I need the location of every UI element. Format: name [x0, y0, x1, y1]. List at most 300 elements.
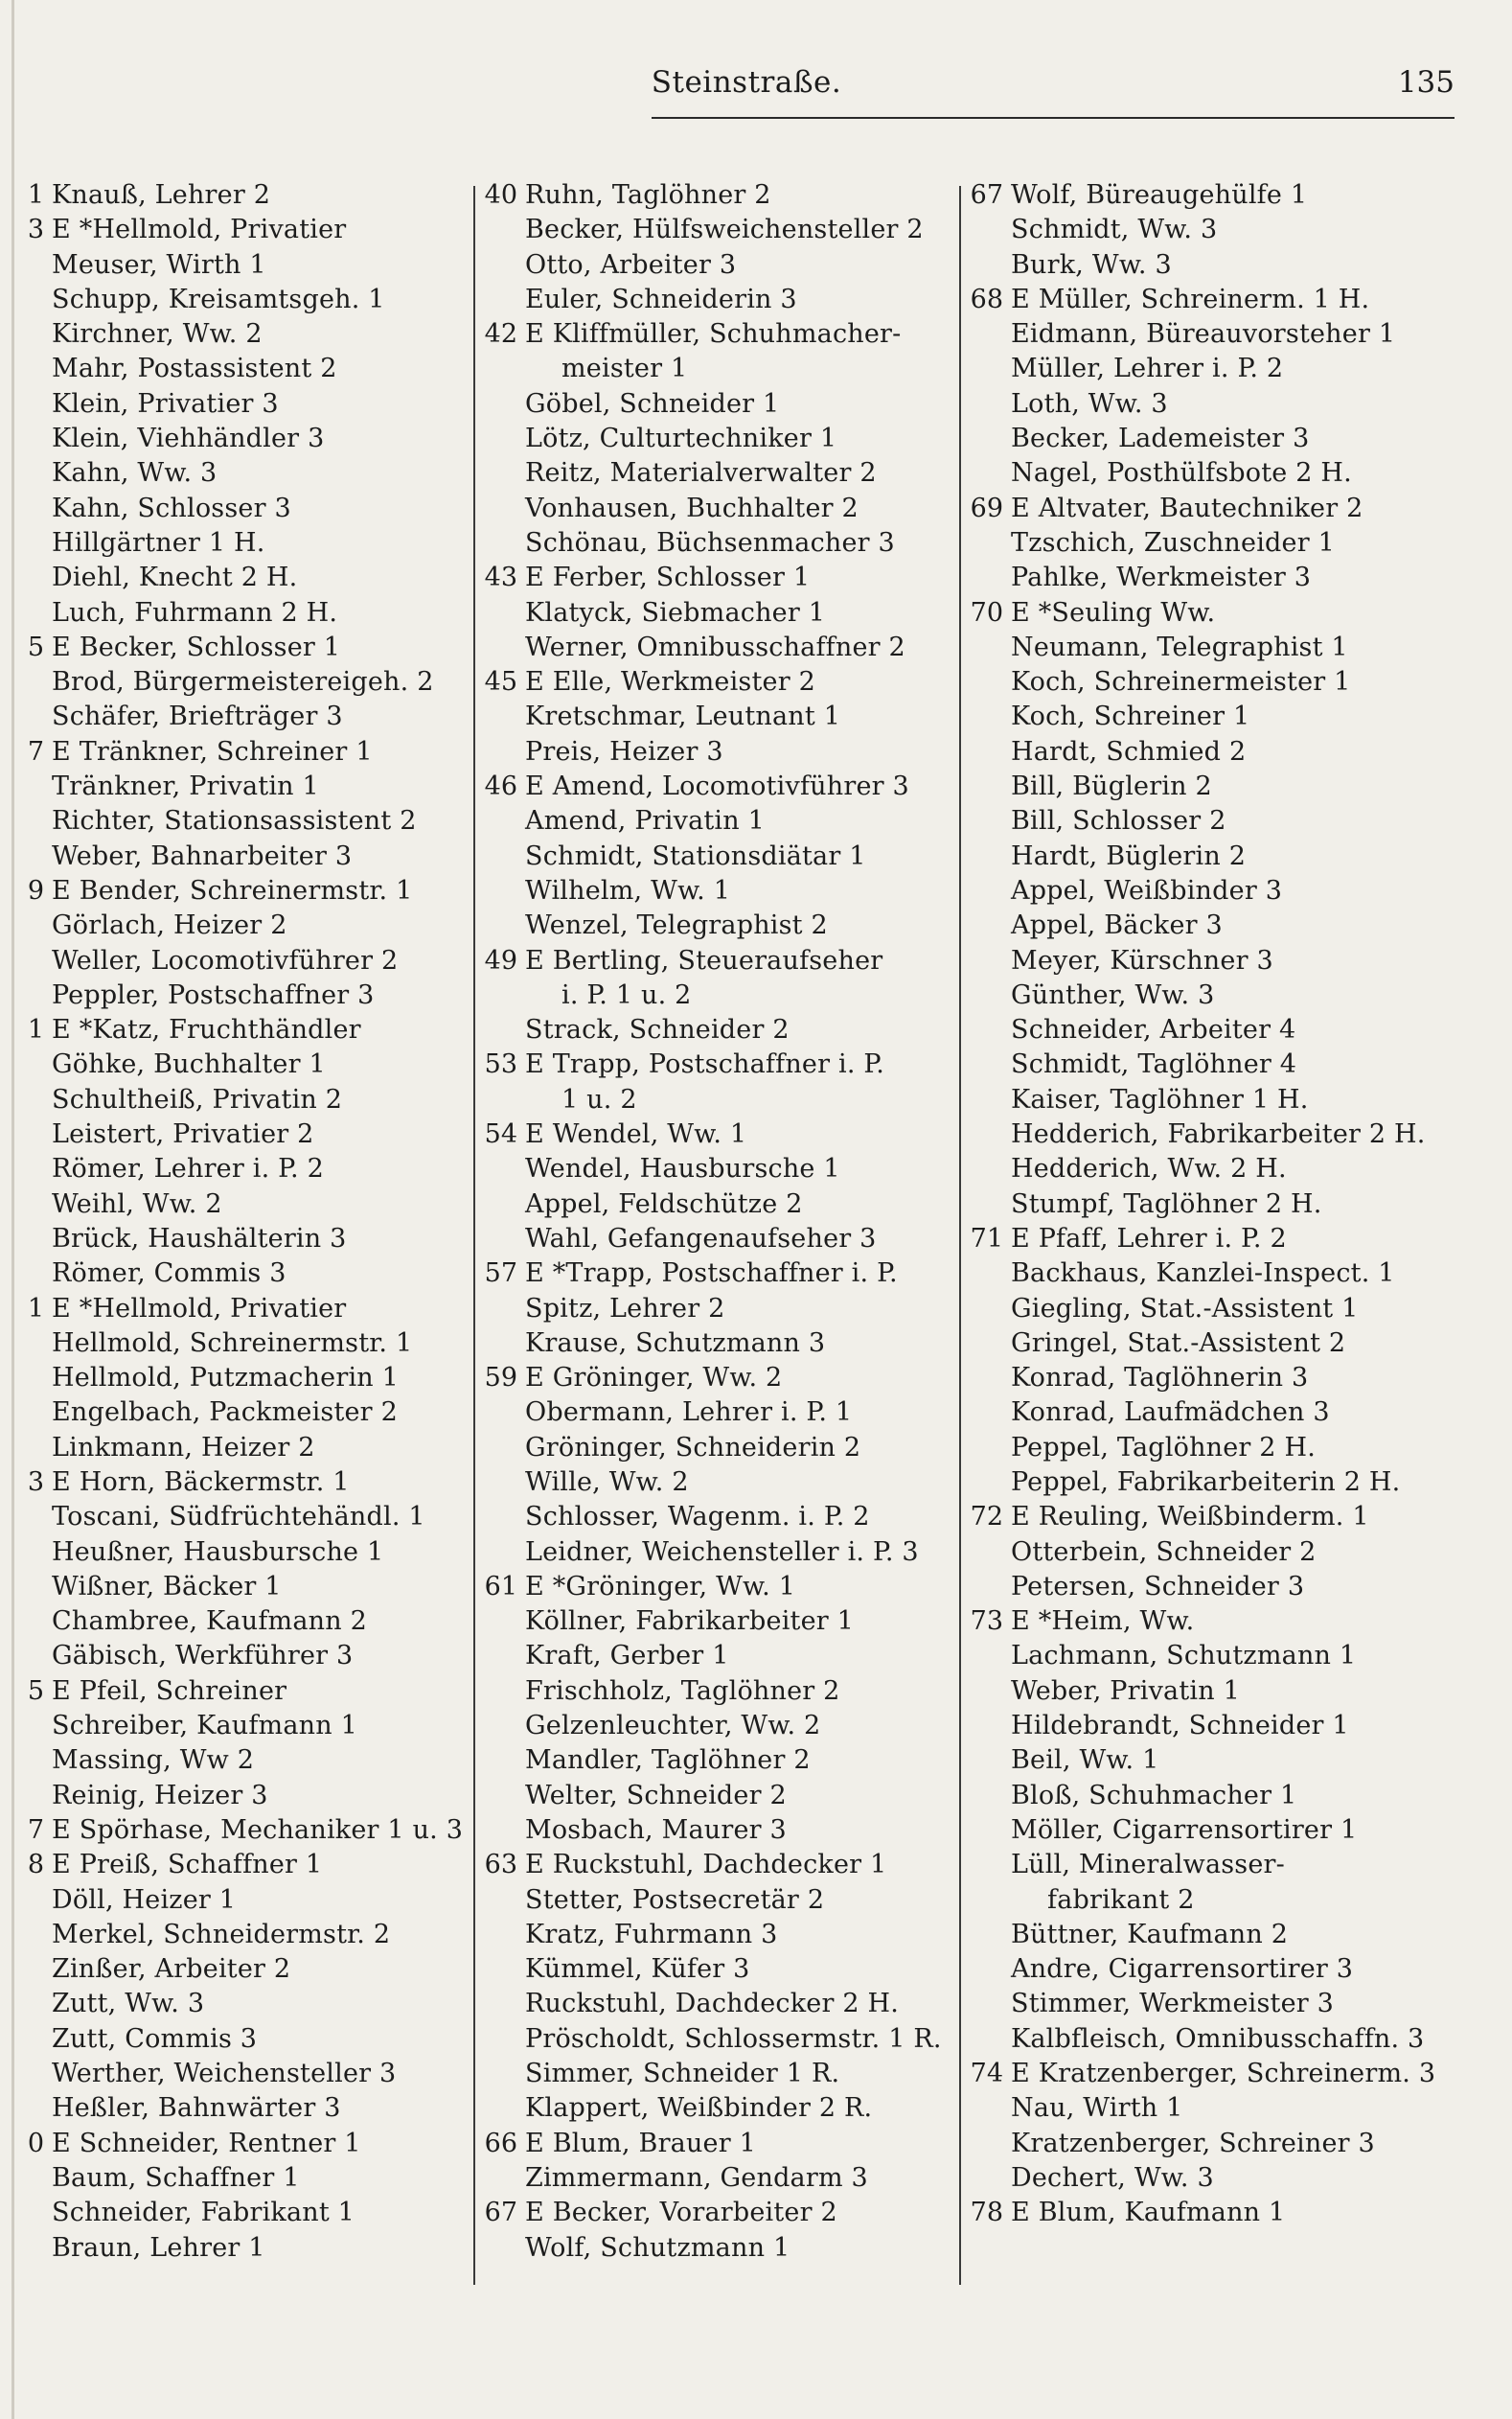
directory-entry [965, 1500, 1482, 1534]
resident-text: Meyer, Kürschner 3 [1011, 945, 1273, 976]
resident-text: Ruhn, Taglöhner 2 [525, 180, 771, 210]
directory-entry [13, 352, 468, 386]
resident-text: E Wendel, Ww. 1 [525, 1119, 747, 1150]
directory-entry [479, 1256, 949, 1291]
resident-text: Göbel, Schneider 1 [525, 388, 780, 419]
resident-text: Lüll, Mineralwasser- [1011, 1850, 1285, 1880]
resident-text: E *Katz, Fruchthändler [52, 1015, 361, 1046]
resident-text: E Preiß, Schaffner 1 [52, 1850, 323, 1880]
directory-entry [965, 2091, 1482, 2126]
directory-entry [965, 1535, 1482, 1570]
resident-text: Römer, Lehrer i. P. 2 [52, 1154, 324, 1185]
directory-entry [965, 352, 1482, 386]
resident-text: E Amend, Locomotivführer 3 [525, 772, 909, 802]
directory-entry [13, 1883, 468, 1918]
resident-text: Tränkner, Privatin 1 [52, 772, 319, 802]
directory-entry [479, 1848, 949, 1882]
directory-entry [479, 1048, 949, 1082]
resident-text: Weber, Privatin 1 [1011, 1675, 1240, 1706]
directory-entry [479, 2127, 949, 2161]
resident-text: E Trapp, Postschaffner i. P. [525, 1049, 885, 1080]
resident-text: E Elle, Werkmeister 2 [525, 667, 815, 698]
resident-text: Nau, Wirth 1 [1011, 2093, 1183, 2124]
resident-text: Linkmann, Heizer 2 [52, 1432, 315, 1463]
directory-entry [13, 1431, 468, 1465]
directory-entry [479, 1779, 949, 1813]
directory-entry [965, 1918, 1482, 1952]
resident-text: Schmidt, Stationsdiätar 1 [525, 841, 866, 871]
resident-text: E *Heim, Ww. [1011, 1606, 1195, 1637]
directory-entry [479, 248, 949, 283]
resident-text: Hedderich, Fabrikarbeiter 2 H. [1011, 1119, 1426, 1150]
directory-column-2 [479, 178, 949, 2266]
directory-entry [965, 944, 1482, 979]
directory-entry [479, 1813, 949, 1848]
directory-entry [479, 283, 949, 317]
directory-entry [13, 456, 468, 491]
resident-text: Wendel, Hausbursche 1 [525, 1154, 840, 1185]
directory-entry [479, 665, 949, 700]
resident-text: Appel, Bäcker 3 [1011, 910, 1223, 941]
resident-text: Otto, Arbeiter 3 [525, 249, 737, 280]
running-title: Steinstraße. [651, 65, 842, 100]
resident-text: Kratzenberger, Schreiner 3 [1011, 2128, 1375, 2158]
resident-text: Zimmermann, Gendarm 3 [525, 2162, 868, 2193]
resident-text: Preis, Heizer 3 [525, 736, 723, 767]
resident-text: Hedderich, Ww. 2 H. [1011, 1154, 1287, 1185]
resident-text: i. P. 1 u. 2 [561, 979, 692, 1010]
resident-text: Neumann, Telegraphist 1 [1011, 632, 1348, 662]
directory-entry [13, 248, 468, 283]
house-number: 5 [27, 632, 44, 662]
resident-text: E Tränkner, Schreiner 1 [52, 736, 373, 767]
resident-text: E Kliffmüller, Schuhmacher- [525, 319, 902, 350]
house-number: 66 [484, 2128, 517, 2158]
directory-entry [479, 492, 949, 526]
directory-entry [13, 979, 468, 1013]
directory-entry [13, 1013, 468, 1048]
directory-entry [13, 1813, 468, 1848]
directory-entry [13, 2161, 468, 2196]
directory-entry [479, 1883, 949, 1918]
directory-entry [965, 178, 1482, 213]
directory-entry [479, 422, 949, 456]
directory-entry [965, 1813, 1482, 1848]
directory-entry [13, 770, 468, 804]
resident-text: Hardt, Schmied 2 [1011, 736, 1247, 767]
resident-text: Euler, Schneiderin 3 [525, 284, 797, 314]
directory-entry [965, 770, 1482, 804]
resident-text: E Altvater, Bautechniker 2 [1011, 493, 1363, 523]
directory-entry [965, 317, 1482, 352]
directory-entry [965, 1709, 1482, 1743]
house-number: 67 [484, 2198, 517, 2228]
resident-text: Engelbach, Packmeister 2 [52, 1397, 398, 1428]
resident-text: Koch, Schreinermeister 1 [1011, 667, 1351, 698]
directory-entry [479, 2057, 949, 2091]
directory-entry [965, 1465, 1482, 1500]
resident-text: Döll, Heizer 1 [52, 1884, 237, 1915]
resident-text: Chambree, Kaufmann 2 [52, 1606, 367, 1637]
house-number: 74 [970, 2059, 1003, 2089]
directory-entry [479, 596, 949, 631]
directory-entry [965, 1326, 1482, 1361]
resident-text: Köllner, Fabrikarbeiter 1 [525, 1606, 855, 1637]
directory-entry [965, 909, 1482, 943]
directory-entry [13, 1361, 468, 1395]
directory-entry [13, 700, 468, 734]
resident-text: Brod, Bürgermeistereigeh. 2 [52, 667, 434, 698]
directory-entry [13, 1848, 468, 1882]
house-number: 9 [27, 875, 44, 906]
directory-entry [965, 1083, 1482, 1117]
directory-entry [13, 492, 468, 526]
directory-entry [479, 770, 949, 804]
resident-text: Obermann, Lehrer i. P. 1 [525, 1397, 853, 1428]
house-number: 1 [27, 180, 44, 210]
resident-text: Peppel, Taglöhner 2 H. [1011, 1432, 1316, 1463]
directory-entry [965, 1674, 1482, 1709]
resident-text: Becker, Hülfsweichensteller 2 [525, 215, 924, 245]
resident-text: E Reuling, Weißbinderm. 1 [1011, 1502, 1369, 1532]
resident-text: Reinig, Heizer 3 [52, 1780, 268, 1810]
resident-text: Mahr, Postassistent 2 [52, 354, 337, 384]
directory-entry [479, 2231, 949, 2266]
directory-entry [13, 874, 468, 909]
resident-text: E Horn, Bäckermstr. 1 [52, 1466, 350, 1497]
resident-text: Bloß, Schuhmacher 1 [1011, 1780, 1297, 1810]
directory-entry [13, 2231, 468, 2266]
resident-text: E Blum, Brauer 1 [525, 2128, 757, 2158]
directory-entry [13, 178, 468, 213]
resident-text: Reitz, Materialverwalter 2 [525, 458, 877, 489]
directory-entry [479, 874, 949, 909]
resident-text: Möller, Cigarrensortirer 1 [1011, 1814, 1358, 1845]
resident-text: Beil, Ww. 1 [1011, 1745, 1159, 1776]
resident-text: Meuser, Wirth 1 [52, 249, 266, 280]
directory-entry [965, 1743, 1482, 1778]
resident-text: Wolf, Schutzmann 1 [525, 2232, 790, 2263]
house-number: 42 [484, 319, 517, 350]
directory-entry [965, 2161, 1482, 2196]
house-number: 71 [970, 1223, 1003, 1254]
directory-entry [479, 1709, 949, 1743]
directory-entry [479, 352, 949, 386]
directory-entry [13, 804, 468, 839]
directory-entry [965, 1987, 1482, 2021]
directory-entry [479, 1743, 949, 1778]
resident-text: Braun, Lehrer 1 [52, 2232, 265, 2263]
resident-text: Nagel, Posthülfsbote 2 H. [1011, 458, 1352, 489]
resident-text: Schmidt, Taglöhner 4 [1011, 1049, 1297, 1080]
resident-text: Mandler, Taglöhner 2 [525, 1745, 811, 1776]
directory-entry [965, 456, 1482, 491]
resident-text: Hildebrandt, Schneider 1 [1011, 1711, 1349, 1741]
house-number: 61 [484, 1571, 517, 1601]
resident-text: E *Hellmold, Privatier [52, 215, 347, 245]
resident-text: Kalbfleisch, Omnibusschaffn. 3 [1011, 2023, 1425, 2054]
directory-entry [965, 631, 1482, 665]
directory-entry [965, 1292, 1482, 1326]
directory-entry [13, 1743, 468, 1778]
resident-text: Weihl, Ww. 2 [52, 1188, 222, 1219]
directory-entry [13, 1918, 468, 1952]
resident-text: E Gröninger, Ww. 2 [525, 1363, 783, 1394]
resident-text: E Spörhase, Mechaniker 1 u. 3 [52, 1814, 464, 1845]
resident-text: E *Trapp, Postschaffner i. P. [525, 1258, 898, 1289]
directory-entry [13, 1117, 468, 1152]
directory-entry [965, 700, 1482, 734]
resident-text: Kirchner, Ww. 2 [52, 319, 263, 350]
directory-entry [479, 1083, 949, 1117]
resident-text: E Müller, Schreinerm. 1 H. [1011, 284, 1370, 314]
resident-text: Göhke, Buchhalter 1 [52, 1049, 326, 1080]
resident-text: Brück, Haushälterin 3 [52, 1223, 347, 1254]
directory-entry [479, 1535, 949, 1570]
resident-text: Massing, Ww 2 [52, 1745, 255, 1776]
page-header [38, 59, 1455, 117]
resident-text: Kümmel, Küfer 3 [525, 1954, 750, 1985]
directory-entry [479, 1570, 949, 1604]
directory-entry [965, 665, 1482, 700]
resident-text: Weller, Locomotivführer 2 [52, 945, 399, 976]
resident-text: Kratz, Fuhrmann 3 [525, 1919, 778, 1949]
directory-entry [965, 840, 1482, 874]
directory-entry [13, 1256, 468, 1291]
resident-text: Spitz, Lehrer 2 [525, 1293, 725, 1324]
resident-text: Leidner, Weichensteller i. P. 3 [525, 1536, 919, 1567]
house-number: 1 [27, 1015, 44, 1046]
house-number: 68 [970, 284, 1003, 314]
directory-entry [479, 1639, 949, 1673]
resident-text: Zutt, Ww. 3 [52, 1989, 205, 2019]
resident-text: Stumpf, Taglöhner 2 H. [1011, 1188, 1322, 1219]
directory-entry [479, 1431, 949, 1465]
directory-entry [965, 1848, 1482, 1882]
directory-entry [13, 561, 468, 595]
resident-text: Knauß, Lehrer 2 [52, 180, 271, 210]
resident-text: Werther, Weichensteller 3 [52, 2059, 397, 2089]
house-number: 49 [484, 945, 517, 976]
directory-entry [479, 456, 949, 491]
directory-entry [13, 2127, 468, 2161]
resident-text: Wißner, Bäcker 1 [52, 1571, 282, 1601]
directory-entry [13, 735, 468, 770]
resident-text: Appel, Weißbinder 3 [1011, 875, 1283, 906]
resident-text: Krause, Schutzmann 3 [525, 1327, 826, 1358]
house-number: 7 [27, 736, 44, 767]
resident-text: E *Hellmold, Privatier [52, 1293, 347, 1324]
resident-text: Andre, Cigarrensortirer 3 [1011, 1954, 1354, 1985]
resident-text: E Becker, Schlosser 1 [52, 632, 341, 662]
directory-entry [479, 213, 949, 247]
resident-text: Wille, Ww. 2 [525, 1466, 689, 1497]
directory-entry [479, 909, 949, 943]
resident-text: Schönau, Büchsenmacher 3 [525, 527, 895, 558]
directory-entry [965, 1395, 1482, 1430]
house-number: 46 [484, 772, 517, 802]
resident-text: Frischholz, Taglöhner 2 [525, 1675, 840, 1706]
resident-text: E Becker, Vorarbeiter 2 [525, 2198, 837, 2228]
resident-text: Lachmann, Schutzmann 1 [1011, 1641, 1357, 1671]
house-number: 40 [484, 180, 517, 210]
directory-entry [965, 596, 1482, 631]
resident-text: Bill, Schlosser 2 [1011, 806, 1226, 837]
directory-entry [13, 2196, 468, 2230]
resident-text: Richter, Stationsassistent 2 [52, 806, 417, 837]
directory-entry [965, 2057, 1482, 2091]
directory-entry [13, 1604, 468, 1639]
directory-entry [965, 1639, 1482, 1673]
directory-entry [13, 1639, 468, 1673]
directory-entry [479, 840, 949, 874]
resident-text: Vonhausen, Buchhalter 2 [525, 493, 859, 523]
house-number: 1 [27, 1293, 44, 1324]
resident-text: Eidmann, Büreauvorsteher 1 [1011, 319, 1396, 350]
directory-entry [965, 1779, 1482, 1813]
directory-entry [965, 1256, 1482, 1291]
directory-entry [13, 1222, 468, 1256]
resident-text: Otterbein, Schneider 2 [1011, 1536, 1317, 1567]
resident-text: Büttner, Kaufmann 2 [1011, 1919, 1289, 1949]
directory-entry [13, 631, 468, 665]
directory-entry [13, 1535, 468, 1570]
resident-text: Peppler, Postschaffner 3 [52, 979, 375, 1010]
directory-entry [965, 1048, 1482, 1082]
directory-entry [13, 1292, 468, 1326]
resident-text: Merkel, Schneidermstr. 2 [52, 1919, 391, 1949]
house-number: 59 [484, 1363, 517, 1394]
directory-entry [479, 561, 949, 595]
directory-entry [479, 700, 949, 734]
directory-entry [965, 1187, 1482, 1222]
directory-entry [13, 1570, 468, 1604]
resident-text: E *Gröninger, Ww. 1 [525, 1571, 796, 1601]
house-number: 5 [27, 1675, 44, 1706]
directory-entry [965, 248, 1482, 283]
resident-text: Loth, Ww. 3 [1011, 388, 1168, 419]
directory-entry [13, 1187, 468, 1222]
house-number: 69 [970, 493, 1003, 523]
directory-entry [965, 735, 1482, 770]
resident-text: Schupp, Kreisamtsgeh. 1 [52, 284, 385, 314]
resident-text: Welter, Schneider 2 [525, 1780, 787, 1810]
resident-text: Pahlke, Werkmeister 3 [1011, 563, 1312, 593]
directory-entry [479, 2161, 949, 2196]
house-number: 70 [970, 597, 1003, 628]
resident-text: Konrad, Taglöhnerin 3 [1011, 1363, 1309, 1394]
directory-entry [965, 979, 1482, 1013]
house-number: 63 [484, 1850, 517, 1880]
resident-text: Klein, Privatier 3 [52, 388, 279, 419]
directory-entry [13, 1674, 468, 1709]
directory-entry [965, 1152, 1482, 1186]
resident-text: Görlach, Heizer 2 [52, 910, 287, 941]
resident-text: E Pfaff, Lehrer i. P. 2 [1011, 1223, 1287, 1254]
house-number: 43 [484, 563, 517, 593]
resident-text: Burk, Ww. 3 [1011, 249, 1172, 280]
resident-text: E Pfeil, Schreiner [52, 1675, 287, 1706]
directory-entry [13, 1987, 468, 2021]
directory-entry [965, 2127, 1482, 2161]
resident-text: Bill, Büglerin 2 [1011, 772, 1212, 802]
directory-entry [965, 283, 1482, 317]
resident-text: Zutt, Commis 3 [52, 2023, 258, 2054]
house-number: 3 [27, 215, 44, 245]
resident-text: Römer, Commis 3 [52, 1258, 286, 1289]
house-number: 0 [27, 2128, 44, 2158]
resident-text: Petersen, Schneider 3 [1011, 1571, 1305, 1601]
resident-text: Wahl, Gefangenaufseher 3 [525, 1223, 877, 1254]
resident-text: Hellmold, Putzmacherin 1 [52, 1363, 400, 1394]
resident-text: Gelzenleuchter, Ww. 2 [525, 1711, 821, 1741]
house-number: 53 [484, 1049, 517, 1080]
directory-entry [479, 804, 949, 839]
resident-text: Tzschich, Zuschneider 1 [1011, 527, 1335, 558]
directory-entry [13, 2057, 468, 2091]
resident-text: Schneider, Arbeiter 4 [1011, 1015, 1296, 1046]
resident-text: Strack, Schneider 2 [525, 1015, 790, 1046]
resident-text: Heußner, Hausbursche 1 [52, 1536, 384, 1567]
directory-entry [13, 665, 468, 700]
directory-entry [479, 1952, 949, 1987]
directory-entry [965, 1570, 1482, 1604]
directory-entry [13, 2091, 468, 2126]
resident-text: Amend, Privatin 1 [525, 806, 766, 837]
resident-text: Stimmer, Werkmeister 3 [1011, 1989, 1335, 2019]
resident-text: Konrad, Laufmädchen 3 [1011, 1397, 1330, 1428]
resident-text: Luch, Fuhrmann 2 H. [52, 597, 338, 628]
resident-text: Kahn, Ww. 3 [52, 458, 218, 489]
resident-text: Kraft, Gerber 1 [525, 1641, 729, 1671]
directory-entry [13, 909, 468, 943]
directory-entry [965, 2022, 1482, 2057]
directory-entry [13, 1395, 468, 1430]
directory-entry [479, 2022, 949, 2057]
directory-entry [13, 596, 468, 631]
directory-entry [13, 422, 468, 456]
directory-entry [479, 735, 949, 770]
directory-entry [965, 387, 1482, 422]
resident-text: Stetter, Postsecretär 2 [525, 1884, 825, 1915]
house-number: 8 [27, 1850, 44, 1880]
directory-entry [479, 2091, 949, 2126]
directory-entry [965, 422, 1482, 456]
resident-text: E Ruckstuhl, Dachdecker 1 [525, 1850, 887, 1880]
resident-text: Ruckstuhl, Dachdecker 2 H. [525, 1989, 900, 2019]
resident-text: E Blum, Kaufmann 1 [1011, 2198, 1286, 2228]
house-number: 72 [970, 1502, 1003, 1532]
resident-text: Wilhelm, Ww. 1 [525, 875, 731, 906]
resident-text: Müller, Lehrer i. P. 2 [1011, 354, 1284, 384]
house-number: 54 [484, 1119, 517, 1150]
resident-text: Kaiser, Taglöhner 1 H. [1011, 1084, 1309, 1115]
directory-entry [965, 1952, 1482, 1987]
resident-text: Klatyck, Siebmacher 1 [525, 597, 826, 628]
house-number: 78 [970, 2198, 1003, 2228]
resident-text: Baum, Schaffner 1 [52, 2162, 300, 2193]
directory-entry [965, 561, 1482, 595]
resident-text: Dechert, Ww. 3 [1011, 2162, 1214, 2193]
resident-text: Hellmold, Schreinermstr. 1 [52, 1327, 413, 1358]
directory-entry [965, 213, 1482, 247]
directory-column-3 [965, 178, 1482, 2231]
directory-entry [965, 492, 1482, 526]
directory-entry [479, 1361, 949, 1395]
resident-text: Günther, Ww. 3 [1011, 979, 1215, 1010]
resident-text: Schlosser, Wagenm. i. P. 2 [525, 1502, 870, 1532]
resident-text: E Ferber, Schlosser 1 [525, 563, 811, 593]
